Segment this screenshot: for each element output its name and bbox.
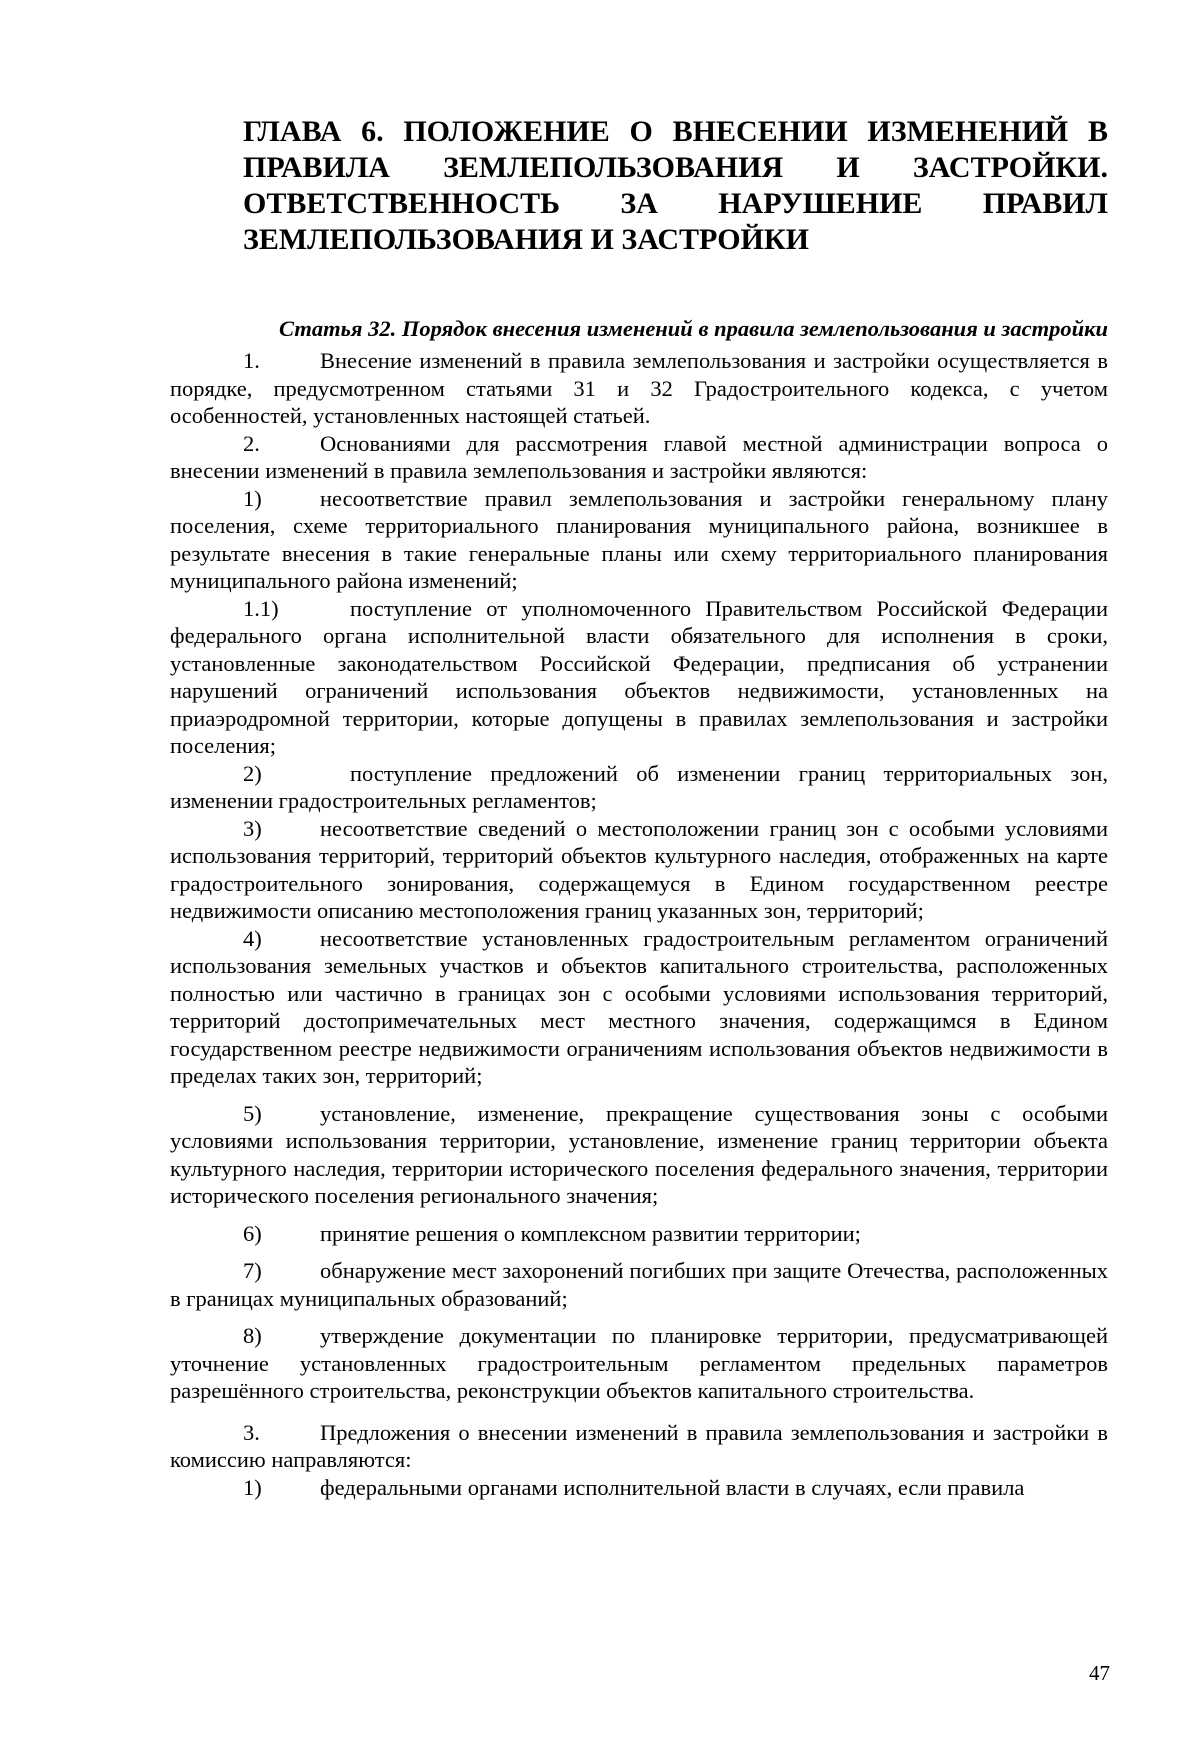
list-item-number: 8) bbox=[243, 1323, 262, 1348]
paragraph bbox=[170, 347, 1108, 430]
paragraph-number: 3. bbox=[243, 1419, 260, 1445]
list-item-text: принятие решения о комплексном развитии территории; bbox=[320, 1220, 861, 1246]
list-item bbox=[170, 815, 1108, 925]
list-item-number: 3) bbox=[243, 815, 262, 841]
list-item-text: несоответствие правил землепользования и застройки генеральному плану поселения, схеме территориального планирования муниципального района, возникшее в результате внесения в такие генеральные планы или схему территориального планирования муниципального района изменений; bbox=[170, 485, 1108, 593]
list-item-number: 4) bbox=[243, 925, 262, 951]
paragraph-number: 1. bbox=[243, 348, 260, 373]
list-item-number: 6) bbox=[243, 1220, 262, 1246]
page-number: 47 bbox=[1089, 1661, 1110, 1685]
list-item bbox=[170, 760, 1108, 815]
list-item-text: обнаружение мест захоронений погибших при защите Отечества, расположенных в границах муниципальных образований; bbox=[170, 1258, 1108, 1311]
list-item-text: несоответствие сведений о местоположении границ зон с особыми условиями использования территорий, территорий объектов культурного наследия, отображенных на карте градостроительного зонирования, содержащемуся в Едином государственном реестре недвижимости описанию местоположения границ указанных зон, территорий; bbox=[170, 815, 1108, 923]
paragraph-text: Предложения о внесении изменений в правила землепользования и застройки в комиссию направляются: bbox=[170, 1419, 1108, 1472]
paragraph-number: 2. bbox=[243, 430, 260, 456]
chapter-title: ГЛАВА 6. ПОЛОЖЕНИЕ О ВНЕСЕНИИ ИЗМЕНЕНИЙ В ПРАВИЛА ЗЕМЛЕПОЛЬЗОВАНИЯ И ЗАСТРОЙКИ. ОТВЕТСТВЕННОСТЬ ЗА НАРУШЕНИЕ ПРАВИЛ ЗЕМЛЕПОЛЬЗОВАНИЯ И ЗАСТРОЙКИ bbox=[243, 115, 1108, 256]
paragraph bbox=[170, 430, 1108, 485]
list-item-number: 1) bbox=[243, 1474, 262, 1500]
document-body bbox=[170, 347, 1108, 1501]
paragraph-text: Внесение изменений в правила землепользования и застройки осуществляется в порядке, предусмотренном статьями 31 и 32 Градостроительного кодекса, с учетом особенностей, установленных настоящей статьей. bbox=[170, 348, 1108, 428]
list-item-text: федеральными органами исполнительной власти в случаях, если правила bbox=[320, 1474, 1025, 1500]
list-item-number: 2) bbox=[243, 760, 262, 786]
paragraph-text: Основаниями для рассмотрения главой местной администрации вопроса о внесении изменений в правила землепользования и застройки являются: bbox=[170, 430, 1108, 483]
list-item-number: 7) bbox=[243, 1258, 262, 1283]
list-item bbox=[170, 485, 1108, 595]
list-item bbox=[170, 1100, 1108, 1210]
list-item bbox=[170, 1322, 1108, 1405]
list-item-number: 5) bbox=[243, 1100, 262, 1126]
list-item-text: утверждение документации по планировке территории, предусматривающей уточнение установленных градостроительным регламентом предельных параметров разрешённого строительства, реконструкции объектов капитального строительства. bbox=[170, 1323, 1108, 1403]
list-item-text: поступление предложений об изменении границ территориальных зон, изменении градостроительных регламентов; bbox=[170, 760, 1108, 813]
list-item bbox=[170, 925, 1108, 1090]
list-item-text: установление, изменение, прекращение существования зоны с особыми условиями использования территории, установление, изменение границ территории объекта культурного наследия, территории исторического поселения федерального значения, территории исторического поселения регионального значения; bbox=[170, 1100, 1108, 1208]
list-item bbox=[170, 1474, 1108, 1502]
list-item-number: 1) bbox=[243, 485, 262, 511]
list-item bbox=[170, 1257, 1108, 1312]
list-item bbox=[170, 595, 1108, 760]
list-item-number: 1.1) bbox=[243, 595, 279, 621]
list-item-text: несоответствие установленных градостроительным регламентом ограничений использования земельных участков и объектов капитального строительства, расположенных полностью или частично в границах зон с особыми условиями использования территорий, территорий достопримечательных мест местного значения, содержащимся в Едином государственном реестре недвижимости ограничениям использования объектов недвижимости в пределах таких зон, территорий; bbox=[170, 925, 1108, 1088]
list-item-text: поступление от уполномоченного Правительством Российской Федерации федерального органа исполнительной власти обязательного для исполнения в сроки, установленные законодательством Российской Федерации, предписания об устранении нарушений ограничений использования объектов недвижимости, установленных на приаэродромной территории, которые допущены в правилах землепользования и застройки поселения; bbox=[170, 595, 1108, 758]
article-title: Статья 32. Порядок внесения изменений в правила землепользования и застройки bbox=[279, 316, 1108, 341]
list-item bbox=[170, 1220, 1108, 1248]
paragraph bbox=[170, 1419, 1108, 1474]
